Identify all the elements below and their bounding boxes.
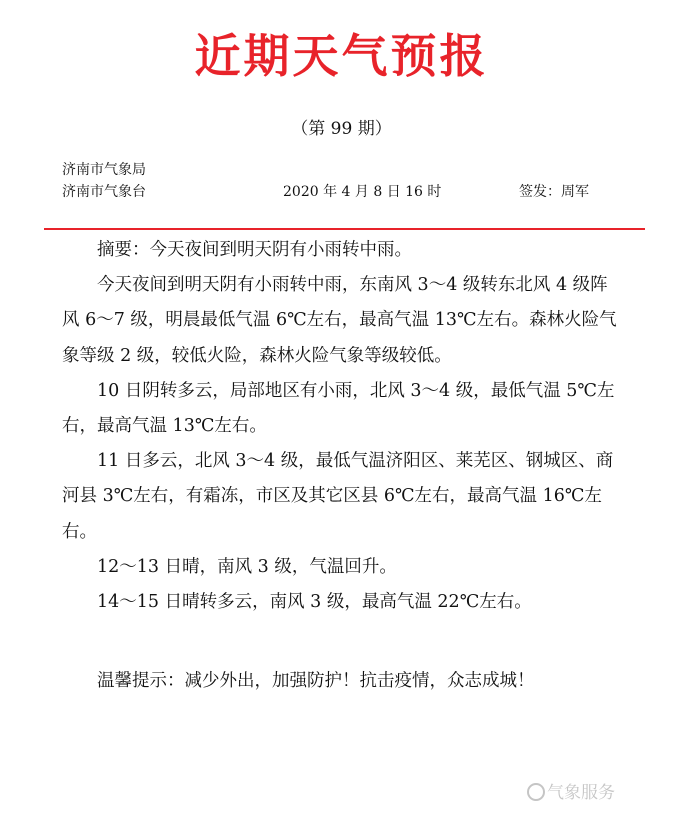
forecast-paragraph: 12～13 日晴，南风 3 级，气温回升。 bbox=[97, 556, 397, 577]
issue-date: 2020 年 4 月 8 日 16 时 bbox=[283, 184, 442, 200]
forecast-paragraph: 10 日阴转多云，局部地区有小雨，北风 3～4 级，最低气温 5℃左右，最高气温 13℃左右。 bbox=[62, 380, 615, 437]
issue-number: （第 99 期） bbox=[291, 119, 392, 139]
forecast-paragraph: 14～15 日晴转多云，南风 3 级，最高气温 22℃左右。 bbox=[97, 592, 532, 613]
document-title: 近期天气预报 bbox=[194, 29, 489, 83]
forecast-paragraph: 11 日多云，北风 3～4 级，最低气温济阳区、莱芜区、钢城区、商河县 3℃左右，有霜冻，市区及其它区县 6℃左右，最高气温 16℃左右。 bbox=[62, 451, 614, 542]
watermark-text: 气象服务 bbox=[547, 783, 615, 803]
issuing-bureau: 济南市气象局 bbox=[62, 162, 146, 178]
signer: 签发：周军 bbox=[519, 184, 589, 200]
header-divider bbox=[44, 228, 645, 230]
watermark bbox=[527, 782, 615, 804]
issuing-observatory: 济南市气象台 bbox=[62, 184, 146, 200]
warm-tip: 温馨提示：减少外出，加强防护！抗击疫情，众志成城！ bbox=[97, 671, 535, 692]
forecast-paragraph: 今天夜间到明天阴有小雨转中雨，东南风 3～4 级转东北风 4 级阵风 6～7 级，明晨最低气温 6℃左右，最高气温 13℃左右。森林火险气象等级 2 级，较低火险，森林火险气象等级较低。 bbox=[62, 275, 617, 366]
forecast-summary: 摘要：今天夜间到明天阴有小雨转中雨。 bbox=[97, 240, 412, 260]
forecast-body bbox=[62, 233, 622, 699]
weibo-logo-icon bbox=[527, 783, 545, 801]
